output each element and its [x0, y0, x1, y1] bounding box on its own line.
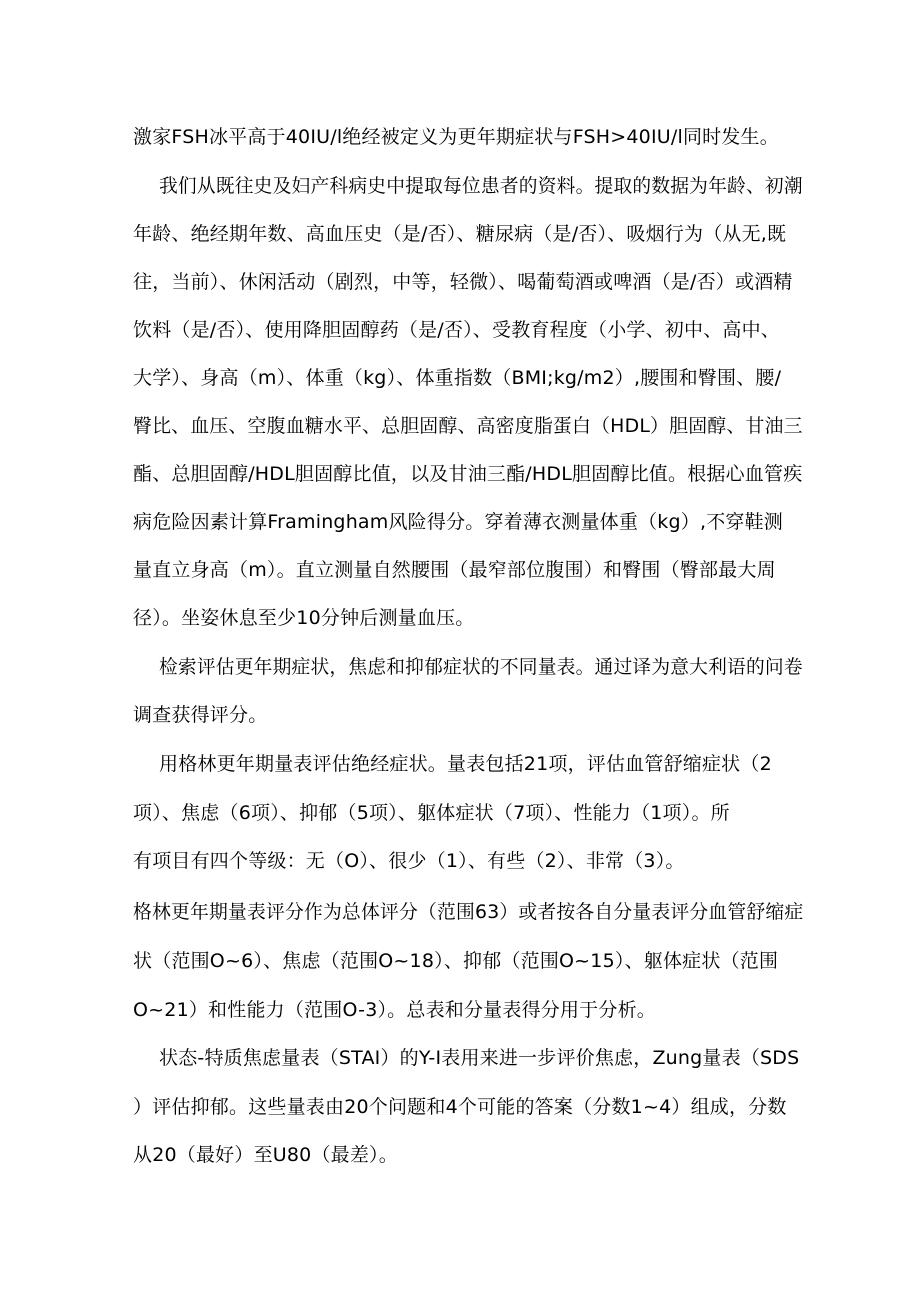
- text-line: 大学）、身高（m）、体重（kg）、体重指数（BMI;kg∕m2）,腰围和臀围、腰/: [133, 367, 782, 389]
- text-line: 病危险因素计算Framingham风险得分。穿着薄衣测量体重（kg）,不穿鞋测: [133, 511, 783, 533]
- text-line: 格林更年期量表评分作为总体评分（范围63）或者按各自分量表评分血管舒缩症: [133, 901, 804, 923]
- text-line: 状态-特质焦虑量表（STAI）的Y-I表用来进一步评价焦虑，Zung量表（SDS: [159, 1047, 800, 1069]
- text-line: 年龄、绝经期年数、高血压史（是/否）、糖尿病（是/否）、吸烟行为（从无,既: [133, 223, 787, 245]
- text-line: 用格林更年期量表评估绝经症状。量表包括21项，评估血管舒缩症状（2: [159, 753, 772, 775]
- text-line: 量直立身高（m）。直立测量自然腰围（最窄部位腹围）和臀围（臀部最大周: [133, 559, 776, 581]
- text-line: ）评估抑郁。这些量表由20个问题和4个可能的答案（分数1~4）组成，分数: [133, 1096, 787, 1118]
- text-line: 调查获得评分。: [133, 704, 268, 726]
- text-line: 检索评估更年期症状，焦虑和抑郁症状的不同量表。通过译为意大利语的问卷: [159, 656, 803, 678]
- text-line: 我们从既往史及妇产科病史中提取每位患者的资料。提取的数据为年龄、初潮: [159, 175, 803, 197]
- text-line: 从20（最好）至U80（最差）。: [133, 1144, 398, 1166]
- text-line: 酯、总胆固醇/HDL胆固醇比值，以及甘油三酯/HDL胆固醇比值。根据心血管疾: [133, 463, 803, 485]
- text-line: 激家FSH冰平高于40IU/l绝经被定义为更年期症状与FSH>40IU/l同时发生。: [133, 126, 779, 148]
- text-line: 往，当前）、休闲活动（剧烈，中等，轻微）、喝葡萄酒或啤酒（是/否）或酒精: [133, 271, 793, 293]
- text-line: 状（范围O~6）、焦虑（范围O~18）、抑郁（范围O~15）、躯体症状（范围: [133, 950, 779, 972]
- text-line: 有项目有四个等级：无（O）、很少（1）、有些（2）、非常（3）。: [133, 850, 685, 872]
- text-line: 项）、焦虑（6项）、抑郁（5项）、躯体症状（7项）、性能力（1项）。所: [133, 802, 730, 824]
- text-line: 饮料（是/否）、使用降胆固醇药（是/否）、受教育程度（小学、初中、高中、: [133, 319, 781, 341]
- text-line: 臀比、血压、空腹血糖水平、总胆固醇、高密度脂蛋白（HDL）胆固醇、甘油三: [133, 415, 803, 437]
- text-line: O~21）和性能力（范围O-3）。总表和分量表得分用于分析。: [133, 999, 656, 1021]
- text-line: 径）。坐姿休息至少10分钟后测量血压。: [133, 607, 475, 629]
